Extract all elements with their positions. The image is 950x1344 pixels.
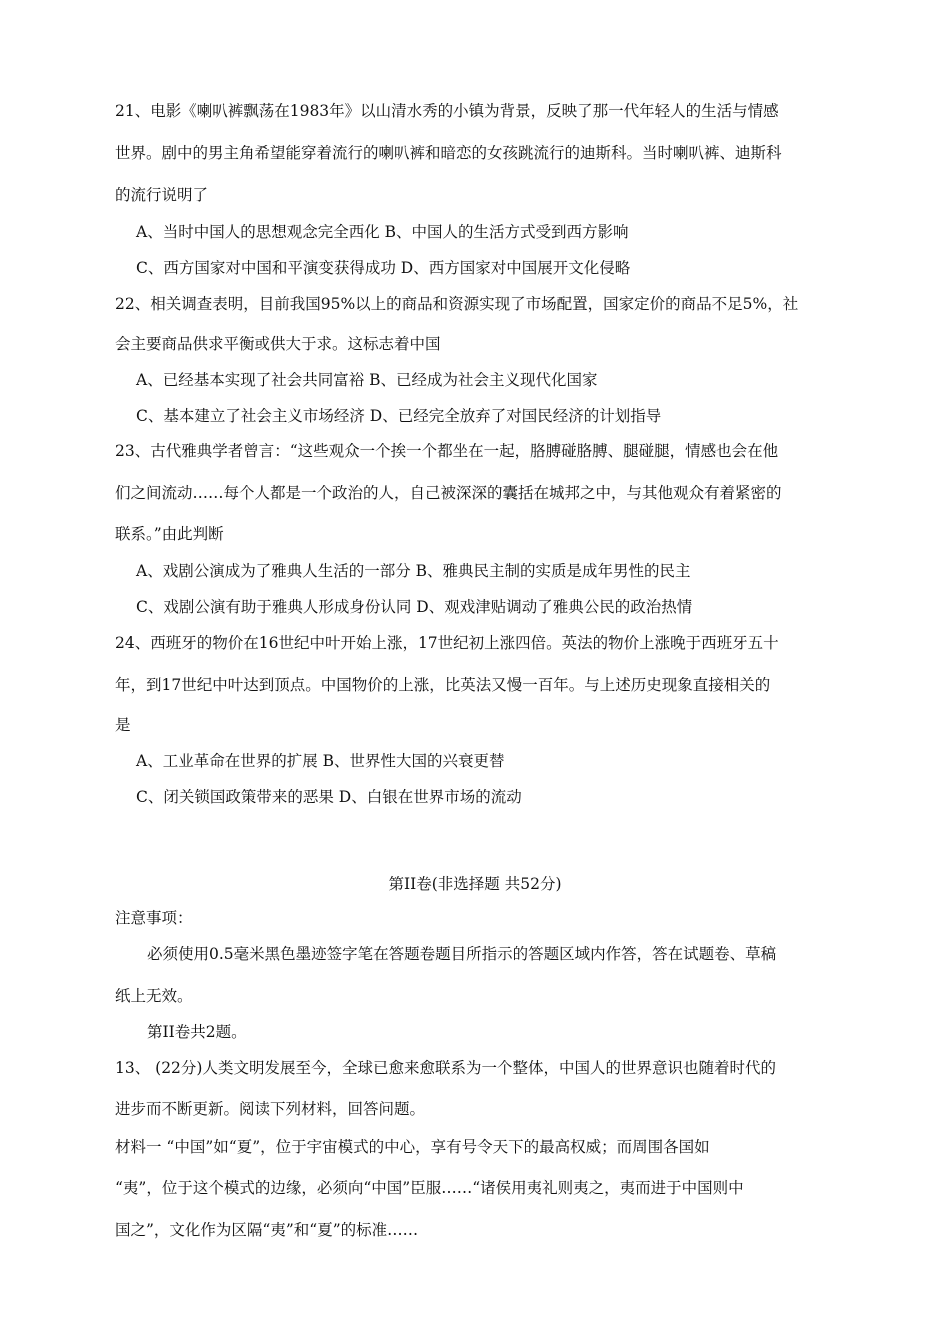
q23-line-2: 们之间流动……每个人都是一个政治的人，自己被深深的囊括在城邦之中，与其他观众有着紧密的 [115, 484, 782, 502]
q21-line-2: 世界。剧中的男主角希望能穿着流行的喇叭裤和暗恋的女孩跳流行的迪斯科。当时喇叭裤、迪斯科 [115, 144, 782, 162]
q21-options-ab: A、当时中国人的思想观念完全西化 B、中国人的生活方式受到西方影响 [136, 223, 629, 241]
section-2-title: 第II卷(非选择题 共52分) [388, 875, 562, 893]
q22-options-cd: C、基本建立了社会主义市场经济 D、已经完全放弃了对国民经济的计划指导 [136, 407, 662, 425]
q21-line-3: 的流行说明了 [115, 186, 209, 204]
q24-line-3: 是 [115, 716, 131, 734]
q24-line-1: 24、西班牙的物价在16世纪中叶开始上涨，17世纪初上涨四倍。英法的物价上涨晚于西班牙五十 [115, 634, 779, 652]
q24-options-ab: A、工业革命在世界的扩展 B、世界性大国的兴衰更替 [136, 752, 505, 770]
q21-options-cd: C、西方国家对中国和平演变获得成功 D、西方国家对中国展开文化侵略 [136, 259, 631, 277]
q24-line-2: 年，到17世纪中叶达到顶点。中国物价的上涨，比英法又慢一百年。与上述历史现象直接相关的 [115, 676, 771, 694]
q23-options-cd: C、戏剧公演有助于雅典人形成身份认同 D、观戏津贴调动了雅典公民的政治热情 [136, 598, 693, 616]
q22-line-2: 会主要商品供求平衡或供大于求。这标志着中国 [115, 335, 441, 353]
q24-options-cd: C、闭关锁国政策带来的恶果 D、白银在世界市场的流动 [136, 788, 522, 806]
q23-line-3: 联系。”由此判断 [115, 525, 224, 543]
q23-line-1: 23、古代雅典学者曾言：“这些观众一个挨一个都坐在一起，胳膊碰胳膊、腿碰腿，情感也会在他 [115, 442, 779, 460]
q22-options-ab: A、已经基本实现了社会共同富裕 B、已经成为社会主义现代化国家 [136, 371, 598, 389]
q13-line-2: 进步而不断更新。阅读下列材料，回答问题。 [115, 1100, 426, 1118]
material-1-line-2: “夷”，位于这个模式的边缘，必须向“中国”臣服……“诸侯用夷礼则夷之，夷而进于中国则中 [115, 1179, 744, 1197]
q23-options-ab: A、戏剧公演成为了雅典人生活的一部分 B、雅典民主制的实质是成年男性的民主 [136, 562, 691, 580]
notice-line-2: 纸上无效。 [115, 987, 193, 1005]
q13-line-1: 13、 (22分)人类文明发展至今，全球已愈来愈联系为一个整体，中国人的世界意识也随着时代的 [115, 1059, 776, 1077]
section-2-count: 第II卷共2题。 [147, 1023, 247, 1041]
q22-line-1: 22、相关调查表明，目前我国95%以上的商品和资源实现了市场配置，国家定价的商品不足5%，社 [115, 295, 799, 313]
q21-line-1: 21、电影《喇叭裤飘荡在1983年》以山清水秀的小镇为背景，反映了那一代年轻人的生活与情感 [115, 102, 779, 120]
notice-line-1: 必须使用0.5毫米黑色墨迹签字笔在答题卷题目所指示的答题区域内作答，答在试题卷、草稿 [147, 945, 777, 963]
material-1-line-3: 国之”，文化作为区隔“夷”和“夏”的标准…… [115, 1221, 419, 1239]
material-1-line-1: 材料一 “中国”如“夏”，位于宇宙模式的中心，享有号令天下的最高权威；而周围各国如 [115, 1138, 710, 1156]
notice-label: 注意事项： [115, 909, 193, 927]
